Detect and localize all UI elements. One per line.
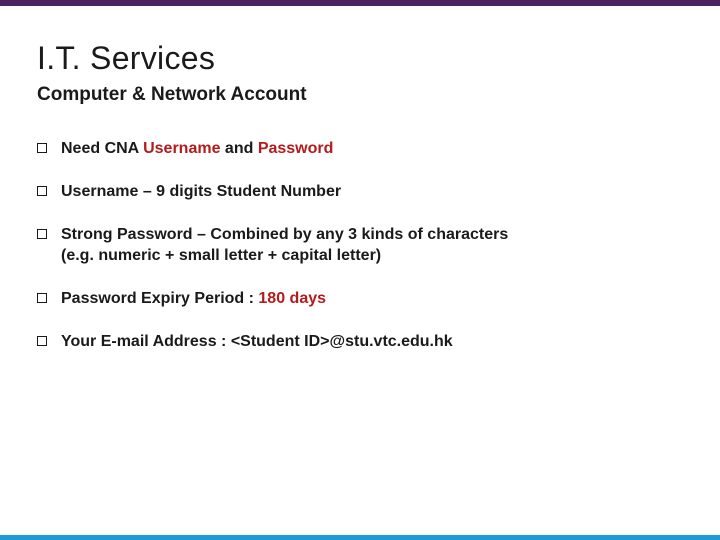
bullet-list: [37, 138, 697, 374]
hollow-square-icon: [37, 293, 47, 303]
slide-title: I.T. Services: [37, 40, 216, 76]
bottom-accent-bar: [0, 535, 720, 540]
bullet-text: Your E-mail Address : <Student ID>@stu.vtc.edu.hk: [61, 333, 453, 350]
bullet-item-password-expiry: [37, 288, 697, 309]
highlight-username: Username: [143, 140, 221, 157]
bullet-item-cna-credentials: [37, 138, 697, 159]
bullet-item-username: [37, 181, 697, 202]
bullet-text: Username – 9 digits Student Number: [61, 183, 342, 200]
top-accent-bar: [0, 0, 720, 6]
hollow-square-icon: [37, 143, 47, 153]
bullet-item-email-address: [37, 331, 697, 352]
bullet-item-strong-password: [37, 224, 697, 266]
bullet-text-line2: (e.g. numeric + small letter + capital letter): [61, 247, 382, 264]
slide-subtitle: Computer & Network Account: [37, 84, 307, 105]
bullet-text-line1: Strong Password – Combined by any 3 kinds of characters: [61, 226, 509, 243]
hollow-square-icon: [37, 186, 47, 196]
bullet-text: Need CNA: [61, 140, 144, 157]
bullet-text-mid: and: [220, 140, 258, 157]
bullet-text: Password Expiry Period :: [61, 290, 259, 307]
hollow-square-icon: [37, 229, 47, 239]
highlight-password: Password: [257, 140, 334, 157]
hollow-square-icon: [37, 336, 47, 346]
highlight-expiry-days: 180 days: [258, 290, 327, 307]
